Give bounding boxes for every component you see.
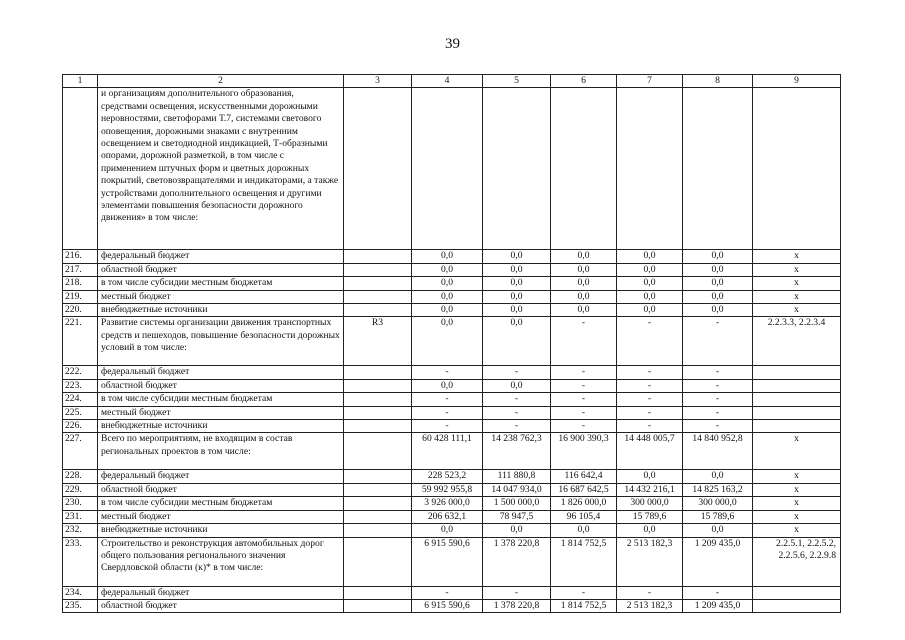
value-cell: - bbox=[412, 393, 483, 406]
column-header: 2 bbox=[98, 75, 344, 88]
value-cell: 0,0 bbox=[483, 304, 551, 317]
row-description: областной бюджет bbox=[98, 263, 344, 276]
value-cell: 206 632,1 bbox=[412, 510, 483, 523]
row-description: местный бюджет bbox=[98, 290, 344, 303]
value-cell: - bbox=[412, 586, 483, 599]
value-cell: 0,0 bbox=[617, 250, 683, 263]
row-reference bbox=[753, 393, 841, 406]
row-number: 226. bbox=[63, 420, 98, 433]
value-cell: - bbox=[483, 586, 551, 599]
value-cell: - bbox=[551, 586, 617, 599]
row-description: внебюджетные источники bbox=[98, 304, 344, 317]
value-cell bbox=[344, 393, 412, 406]
row-reference: x bbox=[753, 250, 841, 263]
row-number: 234. bbox=[63, 586, 98, 599]
value-cell: 0,0 bbox=[683, 524, 753, 537]
column-header: 9 bbox=[753, 75, 841, 88]
value-cell: 0,0 bbox=[412, 379, 483, 392]
row-number: 217. bbox=[63, 263, 98, 276]
table-row bbox=[63, 366, 841, 379]
value-cell: - bbox=[551, 420, 617, 433]
value-cell: 116 642,4 bbox=[551, 470, 617, 483]
row-reference bbox=[753, 586, 841, 599]
row-reference bbox=[753, 379, 841, 392]
value-cell: 59 992 955,8 bbox=[412, 483, 483, 496]
table-row bbox=[63, 379, 841, 392]
value-cell: 300 000,0 bbox=[683, 497, 753, 510]
value-cell: 0,0 bbox=[412, 263, 483, 276]
column-header: 6 bbox=[551, 75, 617, 88]
value-cell: 1 500 000,0 bbox=[483, 497, 551, 510]
value-cell: - bbox=[412, 406, 483, 419]
row-description: в том числе субсидии местным бюджетам bbox=[98, 393, 344, 406]
value-cell: - bbox=[551, 379, 617, 392]
table-row bbox=[63, 250, 841, 263]
row-description: местный бюджет bbox=[98, 510, 344, 523]
row-reference bbox=[753, 406, 841, 419]
value-cell: 1 826 000,0 bbox=[551, 497, 617, 510]
value-cell: 14 047 934,0 bbox=[483, 483, 551, 496]
value-cell: - bbox=[483, 406, 551, 419]
row-description: местный бюджет bbox=[98, 406, 344, 419]
value-cell: 0,0 bbox=[617, 290, 683, 303]
value-cell: 1 814 752,5 bbox=[551, 537, 617, 586]
value-cell: R3 bbox=[344, 317, 412, 366]
value-cell bbox=[683, 88, 753, 250]
row-reference: x bbox=[753, 263, 841, 276]
value-cell: 0,0 bbox=[483, 379, 551, 392]
table-row bbox=[63, 420, 841, 433]
value-cell: - bbox=[617, 366, 683, 379]
value-cell: - bbox=[412, 420, 483, 433]
value-cell: - bbox=[617, 420, 683, 433]
table-row bbox=[63, 599, 841, 612]
value-cell bbox=[412, 88, 483, 250]
value-cell bbox=[344, 250, 412, 263]
value-cell: 1 209 435,0 bbox=[683, 537, 753, 586]
value-cell: 0,0 bbox=[683, 263, 753, 276]
value-cell: - bbox=[551, 366, 617, 379]
row-description: внебюджетные источники bbox=[98, 524, 344, 537]
value-cell: 0,0 bbox=[483, 277, 551, 290]
value-cell: 96 105,4 bbox=[551, 510, 617, 523]
table-row bbox=[63, 304, 841, 317]
value-cell: - bbox=[617, 393, 683, 406]
row-number: 223. bbox=[63, 379, 98, 392]
value-cell bbox=[551, 88, 617, 250]
value-cell: 0,0 bbox=[412, 290, 483, 303]
column-header: 3 bbox=[344, 75, 412, 88]
row-description: областной бюджет bbox=[98, 483, 344, 496]
column-header: 5 bbox=[483, 75, 551, 88]
value-cell bbox=[344, 599, 412, 612]
row-number: 218. bbox=[63, 277, 98, 290]
row-description: областной бюджет bbox=[98, 379, 344, 392]
value-cell: 0,0 bbox=[683, 250, 753, 263]
value-cell: - bbox=[683, 379, 753, 392]
value-cell: - bbox=[483, 393, 551, 406]
value-cell: 15 789,6 bbox=[617, 510, 683, 523]
column-header: 7 bbox=[617, 75, 683, 88]
value-cell bbox=[344, 497, 412, 510]
value-cell: - bbox=[683, 317, 753, 366]
value-cell: 0,0 bbox=[551, 524, 617, 537]
value-cell: 300 000,0 bbox=[617, 497, 683, 510]
value-cell: - bbox=[617, 379, 683, 392]
value-cell: 0,0 bbox=[551, 277, 617, 290]
row-number: 232. bbox=[63, 524, 98, 537]
table-row bbox=[63, 510, 841, 523]
value-cell bbox=[344, 470, 412, 483]
row-number: 233. bbox=[63, 537, 98, 586]
table-body bbox=[63, 88, 841, 613]
value-cell: 2 513 182,3 bbox=[617, 599, 683, 612]
value-cell: 0,0 bbox=[412, 250, 483, 263]
table-row bbox=[63, 433, 841, 470]
value-cell: 0,0 bbox=[617, 524, 683, 537]
value-cell: 0,0 bbox=[617, 277, 683, 290]
row-description: в том числе субсидии местным бюджетам bbox=[98, 497, 344, 510]
row-number: 219. bbox=[63, 290, 98, 303]
row-number: 225. bbox=[63, 406, 98, 419]
value-cell: 0,0 bbox=[483, 263, 551, 276]
value-cell: - bbox=[551, 406, 617, 419]
row-number: 220. bbox=[63, 304, 98, 317]
row-reference: x bbox=[753, 497, 841, 510]
table-row bbox=[63, 483, 841, 496]
row-description: федеральный бюджет bbox=[98, 586, 344, 599]
table-row bbox=[63, 88, 841, 250]
row-description: Строительство и реконструкция автомобильных дорог общего пользования регионального значения Свердловской области (к)* в том числе: bbox=[98, 537, 344, 586]
value-cell: - bbox=[683, 393, 753, 406]
row-reference bbox=[753, 420, 841, 433]
row-reference: x bbox=[753, 524, 841, 537]
value-cell: - bbox=[483, 366, 551, 379]
row-reference: x bbox=[753, 483, 841, 496]
value-cell: 0,0 bbox=[412, 524, 483, 537]
value-cell: 0,0 bbox=[617, 263, 683, 276]
page-number: 39 bbox=[445, 36, 460, 52]
value-cell bbox=[344, 510, 412, 523]
table-row bbox=[63, 537, 841, 586]
column-header: 8 bbox=[683, 75, 753, 88]
value-cell: 0,0 bbox=[617, 304, 683, 317]
row-description: Всего по мероприятиям, не входящим в состав региональных проектов в том числе: bbox=[98, 433, 344, 470]
value-cell bbox=[344, 366, 412, 379]
row-number bbox=[63, 88, 98, 250]
value-cell: 0,0 bbox=[551, 290, 617, 303]
row-description: внебюджетные источники bbox=[98, 420, 344, 433]
value-cell: 14 448 005,7 bbox=[617, 433, 683, 470]
table-row bbox=[63, 277, 841, 290]
value-cell: 14 825 163,2 bbox=[683, 483, 753, 496]
value-cell bbox=[483, 88, 551, 250]
column-header: 1 bbox=[63, 75, 98, 88]
value-cell bbox=[344, 263, 412, 276]
value-cell bbox=[344, 537, 412, 586]
value-cell: 14 238 762,3 bbox=[483, 433, 551, 470]
value-cell: 0,0 bbox=[412, 317, 483, 366]
row-number: 224. bbox=[63, 393, 98, 406]
value-cell: 78 947,5 bbox=[483, 510, 551, 523]
value-cell: 0,0 bbox=[483, 524, 551, 537]
value-cell: 0,0 bbox=[551, 304, 617, 317]
row-description: федеральный бюджет bbox=[98, 250, 344, 263]
table-row bbox=[63, 317, 841, 366]
value-cell bbox=[617, 88, 683, 250]
value-cell: 14 432 216,1 bbox=[617, 483, 683, 496]
row-reference: x bbox=[753, 290, 841, 303]
row-number: 227. bbox=[63, 433, 98, 470]
value-cell: - bbox=[683, 406, 753, 419]
value-cell bbox=[344, 420, 412, 433]
table-row bbox=[63, 470, 841, 483]
row-reference: x bbox=[753, 433, 841, 470]
value-cell: - bbox=[483, 420, 551, 433]
value-cell: 0,0 bbox=[412, 304, 483, 317]
row-number: 228. bbox=[63, 470, 98, 483]
row-reference: 2.2.5.1, 2.2.5.2, 2.2.5.6, 2.2.9.8 bbox=[753, 537, 841, 586]
value-cell: 0,0 bbox=[412, 277, 483, 290]
value-cell: 0,0 bbox=[683, 470, 753, 483]
value-cell: 1 378 220,8 bbox=[483, 537, 551, 586]
row-description: федеральный бюджет bbox=[98, 366, 344, 379]
row-description: и организациям дополнительного образования, средствами освещения, искусственными дорожными неровностями, светофорами Т.7, системами светового оповещения, дорожными знаками с внутренним освещением и светодиодной индикацией, Т-образными опорами, дорожной разметкой, в том числе с применением штучных форм и цветных дорожных покрытий, световозвращателями и индикаторами, а также устройствами дополнительного освещения и другими элементами повышения безопасности дорожного движения» в том числе: bbox=[98, 88, 344, 250]
value-cell: 3 926 000,0 bbox=[412, 497, 483, 510]
value-cell: - bbox=[551, 393, 617, 406]
value-cell: 1 378 220,8 bbox=[483, 599, 551, 612]
value-cell: 2 513 182,3 bbox=[617, 537, 683, 586]
value-cell: - bbox=[617, 406, 683, 419]
value-cell: - bbox=[617, 317, 683, 366]
value-cell: 15 789,6 bbox=[683, 510, 753, 523]
value-cell: 0,0 bbox=[551, 250, 617, 263]
row-number: 222. bbox=[63, 366, 98, 379]
value-cell bbox=[344, 483, 412, 496]
value-cell: - bbox=[683, 420, 753, 433]
row-reference: x bbox=[753, 277, 841, 290]
table-row bbox=[63, 586, 841, 599]
row-number: 230. bbox=[63, 497, 98, 510]
value-cell bbox=[344, 290, 412, 303]
value-cell bbox=[344, 524, 412, 537]
value-cell bbox=[344, 88, 412, 250]
table-row bbox=[63, 290, 841, 303]
row-description: областной бюджет bbox=[98, 599, 344, 612]
value-cell bbox=[344, 277, 412, 290]
value-cell: 6 915 590,6 bbox=[412, 537, 483, 586]
row-reference: x bbox=[753, 304, 841, 317]
value-cell: - bbox=[683, 366, 753, 379]
value-cell: - bbox=[551, 317, 617, 366]
value-cell: - bbox=[617, 586, 683, 599]
row-number: 231. bbox=[63, 510, 98, 523]
value-cell bbox=[344, 379, 412, 392]
row-reference: x bbox=[753, 510, 841, 523]
value-cell: 0,0 bbox=[483, 250, 551, 263]
value-cell: 111 880,8 bbox=[483, 470, 551, 483]
row-description: Развитие системы организации движения транспортных средств и пешеходов, повышение безопасности дорожных условий в том числе: bbox=[98, 317, 344, 366]
row-number: 235. bbox=[63, 599, 98, 612]
value-cell: 0,0 bbox=[683, 290, 753, 303]
row-description: в том числе субсидии местным бюджетам bbox=[98, 277, 344, 290]
value-cell: 16 687 642,5 bbox=[551, 483, 617, 496]
value-cell: - bbox=[683, 586, 753, 599]
table-row bbox=[63, 497, 841, 510]
row-reference bbox=[753, 599, 841, 612]
table-row bbox=[63, 393, 841, 406]
table-row bbox=[63, 524, 841, 537]
row-number: 229. bbox=[63, 483, 98, 496]
column-header: 4 bbox=[412, 75, 483, 88]
value-cell bbox=[344, 406, 412, 419]
table-row bbox=[63, 406, 841, 419]
table-row bbox=[63, 263, 841, 276]
value-cell bbox=[344, 433, 412, 470]
value-cell: 228 523,2 bbox=[412, 470, 483, 483]
value-cell: 1 209 435,0 bbox=[683, 599, 753, 612]
row-reference bbox=[753, 88, 841, 250]
row-reference: x bbox=[753, 470, 841, 483]
column-number-row bbox=[63, 75, 841, 88]
row-number: 221. bbox=[63, 317, 98, 366]
value-cell: 60 428 111,1 bbox=[412, 433, 483, 470]
value-cell bbox=[344, 586, 412, 599]
value-cell: - bbox=[412, 366, 483, 379]
financing-table bbox=[62, 74, 841, 613]
value-cell: 0,0 bbox=[683, 304, 753, 317]
value-cell: 0,0 bbox=[551, 263, 617, 276]
value-cell: 16 900 390,3 bbox=[551, 433, 617, 470]
value-cell: 0,0 bbox=[483, 317, 551, 366]
row-number: 216. bbox=[63, 250, 98, 263]
value-cell bbox=[344, 304, 412, 317]
row-description: федеральный бюджет bbox=[98, 470, 344, 483]
value-cell: 1 814 752,5 bbox=[551, 599, 617, 612]
row-reference bbox=[753, 366, 841, 379]
value-cell: 6 915 590,6 bbox=[412, 599, 483, 612]
value-cell: 0,0 bbox=[483, 290, 551, 303]
value-cell: 14 840 952,8 bbox=[683, 433, 753, 470]
row-reference: 2.2.3.3, 2.2.3.4 bbox=[753, 317, 841, 366]
value-cell: 0,0 bbox=[683, 277, 753, 290]
value-cell: 0,0 bbox=[617, 470, 683, 483]
